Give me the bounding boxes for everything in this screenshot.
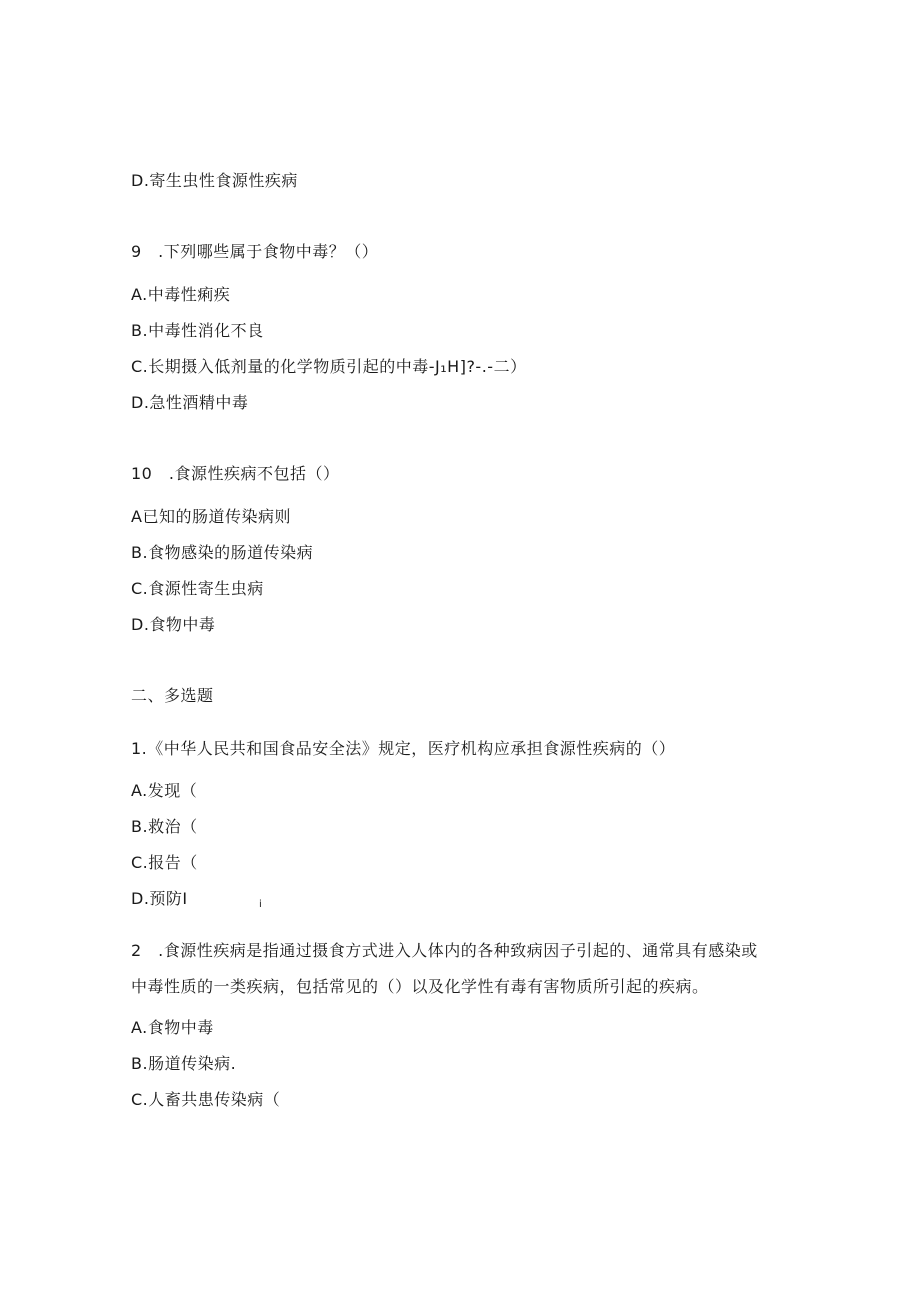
option-c: C.人畜共患传染病（ xyxy=(131,1090,281,1109)
option-b: B.食物感染的肠道传染病 xyxy=(131,543,314,562)
option-a: A.发现（ xyxy=(131,781,198,800)
question-stem-line-1: 2 .食源性疾病是指通过摄食方式进入人体内的各种致病因子引起的、通常具有感染或 xyxy=(131,941,758,960)
section-title: 二、多选题 xyxy=(131,686,214,705)
option-b: B.中毒性消化不良 xyxy=(131,321,264,340)
option-a: A已知的肠道传染病则 xyxy=(131,507,291,526)
prev-question-option-d: D.寄生虫性食源性疾病 xyxy=(131,171,298,190)
option-c: C.食源性寄生虫病 xyxy=(131,579,264,598)
option-d: D.食物中毒 xyxy=(131,615,216,634)
question-stem: 1.《中华人民共和国食品安全法》规定，医疗机构应承担食源性疾病的（） xyxy=(131,739,676,758)
option-b: B.肠道传染病. xyxy=(131,1054,237,1073)
question-stem: 10 .食源性疾病不包括（） xyxy=(131,464,340,483)
stray-mark: i xyxy=(259,899,262,910)
option-d: D.急性酒精中毒 xyxy=(131,393,249,412)
option-a: A.食物中毒 xyxy=(131,1018,214,1037)
option-d: D.预防I xyxy=(131,889,188,908)
question-stem: 9 .下列哪些属于食物中毒？（） xyxy=(131,242,379,261)
question-stem-line-2: 中毒性质的一类疾病，包括常见的（）以及化学性有毒有害物质所引起的疾病。 xyxy=(131,977,709,996)
option-c: C.报告（ xyxy=(131,853,198,872)
option-b: B.救治（ xyxy=(131,817,198,836)
option-a: A.中毒性痢疾 xyxy=(131,285,231,304)
option-c: C.长期摄入低剂量的化学物质引起的中毒-J₁H]?-.-二） xyxy=(131,357,527,376)
